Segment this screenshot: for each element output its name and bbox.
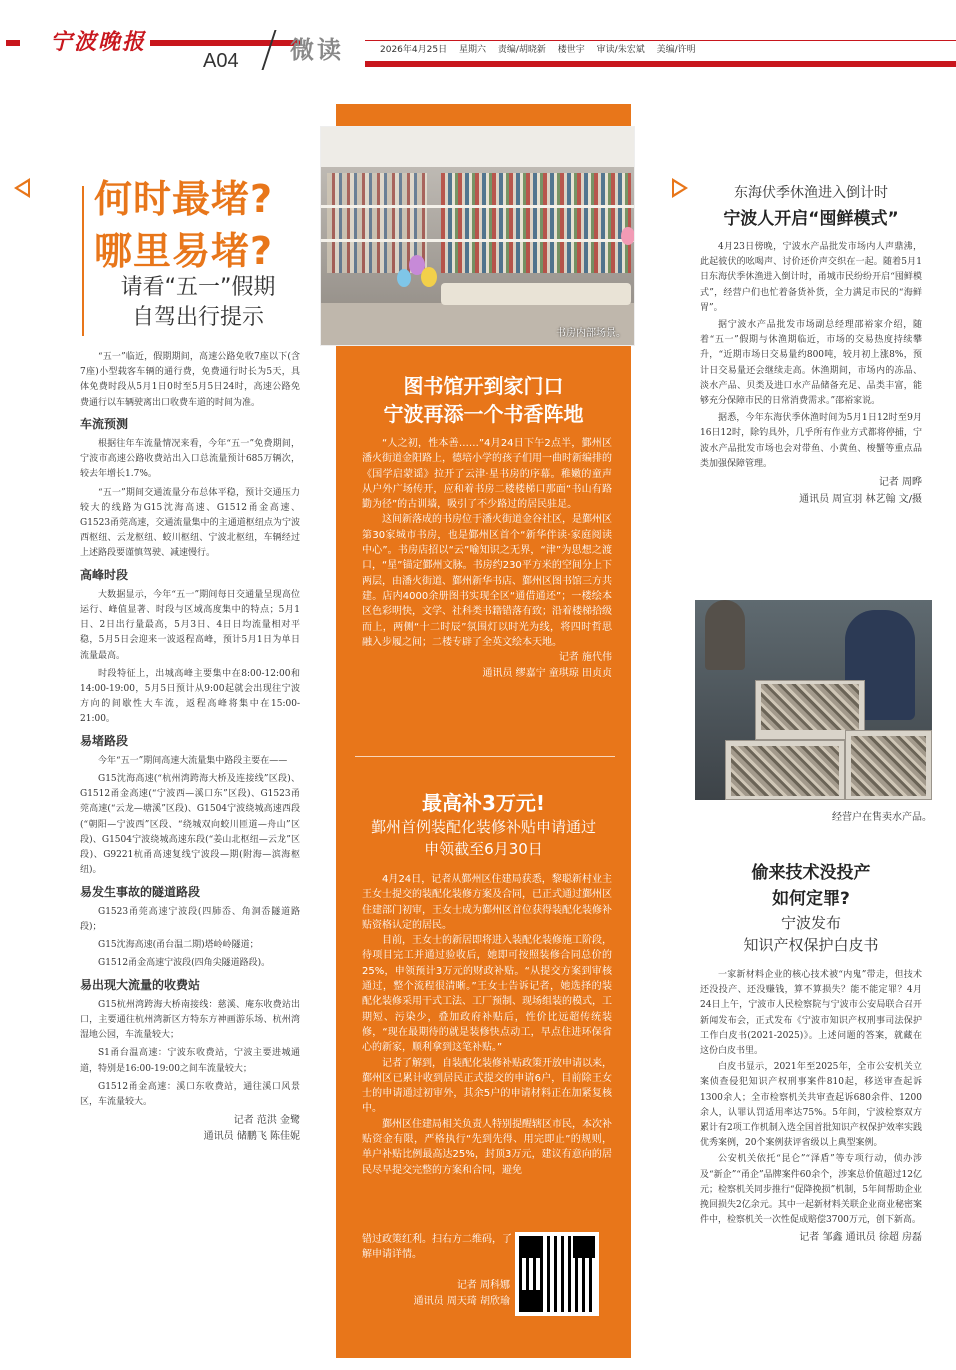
balloon-icon xyxy=(621,227,635,245)
paragraph: G1523甬莞高速宁波段(四肺岙、角洞岙隧道路段)； xyxy=(80,906,300,932)
byline-correspondent: 通讯员 周天琦 胡欣瑜 xyxy=(413,1296,510,1307)
left-article-subtitle-line2: 自驾出行提示 xyxy=(131,305,264,330)
seafood-pile xyxy=(731,746,839,796)
left-headline-arrow-icon xyxy=(14,178,30,198)
bookroom-photo xyxy=(320,126,635,346)
paragraph: G15杭州湾跨海大桥南接线：慈溪、庵东收费站出口，主要通往杭州湾新区方特东方神画游乐场、杭州湾湿地公园，车流量较大； xyxy=(80,999,300,1041)
masthead-thin-rule xyxy=(365,40,956,41)
paragraph: 4月24日，记者从鄞州区住建局获悉，黎聪新村业主王女士提交的装配化装修方案及合同，已正式通过鄞州区住建部门初审，王女士成为鄞州区首位获得装配化装修补贴资格认定的居民。 xyxy=(362,874,612,931)
left-article-title-line1: 何时最堵? xyxy=(94,177,274,221)
paragraph: 这间新落成的书房位于潘火街道金谷社区，是鄞州区第30家城市书房，也是鄞州区首个“新华伴读·家庭阅读中心”。书房店招以“云”喻知识之无界，“津”为思想之渡口，“星”锚定鄞州文脉。书房约230平方米的空间分上下两层，由潘火街道、鄞州新华书店、鄞州区图书馆三方共建。店内4000余册图书实现全区“通借通还”；一楼绘本区色彩明快，文学、社科类书籍错落有致；沿着楼梯拾级而上，两侧“十二时辰”氛围灯以时光为线，将四时哲思融入步履之间；二楼专辟了全英文绘本天地。 xyxy=(362,514,612,648)
paragraph: G1512甬金高速：溪口东收费站，通往溪口风景区，车流量较大。 xyxy=(80,1081,300,1107)
dateline xyxy=(380,42,705,55)
right-article1-body xyxy=(700,240,922,508)
left-article-title-line2: 哪里易堵? xyxy=(94,229,274,273)
masthead xyxy=(0,0,956,74)
middle-article2-body xyxy=(362,872,612,1178)
balloon-icon xyxy=(397,269,411,287)
paragraph: 白皮书显示，2021年至2025年，全市公安机关立案侦查侵犯知识产权刑事案件810起，移送审查起诉1300余人；全市检察机关共审查起诉680余件、1200余人，认罪认罚适用率达75%。5年间，宁波检察双方累计有2项工作机制入选全国首批知识产权保护效率实践优秀案例，20个案例获评省级以上典型案例。 xyxy=(700,1062,922,1149)
byline-correspondent: 通讯员 周宣羽 林艺翰 文/摄 xyxy=(799,494,922,506)
section-name: 微读 xyxy=(290,36,344,64)
masthead-slash-divider xyxy=(262,30,277,70)
seafood-pile xyxy=(761,684,859,730)
paragraph: 根据往年车流量情况来看，今年“五一”免费期间，宁波市高速公路收费站出入口总流量预计685万辆次，较去年增长1.7%。 xyxy=(80,439,300,480)
byline-reporter: 记者 周晔 xyxy=(878,477,922,489)
issue-weekday: 星期六 xyxy=(458,45,486,55)
paragraph: 记者了解到，自装配化装修补贴政策开放申请以来，鄞州区已累计收到居民正式提交的申请6户，目前除王女士的申请通过初审外，其余5户的申请材料正在加紧复核中。 xyxy=(362,1057,612,1115)
newspaper-logo: 宁波晚报 xyxy=(50,29,147,55)
byline: 记者 邹鑫 通讯员 徐超 房磊 xyxy=(799,1232,922,1244)
paragraph: S1甬台温高速：宁波东收费站，宁波主要进城通道，特别是16:00-19:00之间车流量较大； xyxy=(80,1048,300,1074)
paragraph: 公安机关依托“昆仑”“泽盾”等专项行动，侦办涉及“新企”“甬企”品牌案件60余个，涉案总价值超过12亿元；检察机关同步推行“促降挽损”机制，5年间帮助企业挽回损失2亿余元。其中一起新材料关联企业商业秘密案件中，检察机关一次性促成赔偿3700万元，创下新高。 xyxy=(700,1154,922,1226)
paragraph: G15沈海高速(甬台温二期)塔岭岭隧道； xyxy=(98,940,259,951)
section-heading: 易出现大流量的收费站 xyxy=(80,977,201,992)
byline-reporter: 记者 范洪 金鹭 xyxy=(233,1115,300,1127)
qr-instruction: 错过政策红利。扫右方二维码，了解申请详情。 xyxy=(362,1234,512,1261)
customer-figure xyxy=(705,600,745,670)
left-article-subtitle-line1: 请看“五一”假期 xyxy=(120,275,276,300)
paragraph: 4月23日傍晚，宁波水产品批发市场内人声鼎沸，此起彼伏的吆喝声、讨价还价声交织在一起。随着5月1日东海伏季休渔进入倒计时，甬城市民纷纷开启“囤鲜模式”，经营户们也忙着备货补货，全力满足市民的“海鲜胃”。 xyxy=(700,242,922,313)
shelf-line xyxy=(321,239,635,242)
section-heading: 易堵路段 xyxy=(80,733,129,748)
middle-article1-title-line1: 图书馆开到家门口 xyxy=(403,374,564,398)
paragraph: G1512甬金高速宁波段(四角尖隧道路段)。 xyxy=(98,958,271,969)
designer: 美编/许明 xyxy=(656,45,696,55)
right-article2-subtitle-line1: 宁波发布 xyxy=(780,914,841,932)
paragraph: 时段特征上，出城高峰主要集中在8:00-12:00和14:00-19:00，5月5日预计从9:00起就会出现往宁波方向的间歇性大车流，返程高峰将集中在15:00-21:00。 xyxy=(80,668,300,725)
proofreader: 审读/朱宏斌 xyxy=(596,45,645,55)
masthead-red-bar xyxy=(150,40,300,46)
section-heading: 高峰时段 xyxy=(80,567,129,582)
paragraph: “五一”期间交通流量分布总体平稳，预计交通压力较大的线路为G15沈海高速、G1512甬金高速、G1523甬莞高速，交通流量集中的主通道枢纽点为宁波西枢纽、云龙枢纽、蛟川枢纽、宁波北枢纽，车辆经过上述路段要谨慎驾驶、减速慢行。 xyxy=(80,487,300,559)
byline-reporter: 记者 施代伟 xyxy=(558,652,612,664)
middle-article2-byline xyxy=(340,1278,510,1310)
right-article2-title-line1: 偷来技术没投产 xyxy=(751,863,871,883)
issue-date: 2026年4月25日 xyxy=(380,45,448,55)
qr-code-icon[interactable] xyxy=(515,1232,599,1316)
byline-correspondent: 通讯员 缪嘉宁 童琪琼 田贞贞 xyxy=(482,668,612,680)
middle-article1-title-line2: 宁波再添一个书香阵地 xyxy=(383,402,584,426)
editor: 楼世宇 xyxy=(557,45,585,55)
paragraph: 目前，王女士的新居即将进入装配化装修施工阶段，待项目完工并通过验收后，她即可按照装修合同总价的25%，申领预计3万元的财政补贴。“从提交方案到审核通过，整个流程很清晰。”王女士告诉记者，她选择的装配化装修采用干式工法、工厂预制、现场组装的模式，工期短、污染少，叠加政府补贴后，性价比远超传统装修，“现在最期待的就是装修快点动工，早点住进环保省心的新家，顺利拿到这笔补贴。” xyxy=(362,935,612,1054)
middle-article2-subtitle-line1: 鄞州首例装配化装修补贴申请通过 xyxy=(370,818,596,836)
paragraph: 据宁波水产品批发市场副总经理邵裕家介绍，随着“五一”假期与休渔期临近，市场的交易热度持续攀升，“近期市场日交易量约800吨，较月初上涨8%，预计日交易量还会继续走高。休渔期间，市场内的冻品、淡水产品、贝类及进口水产品储备充足、品类丰富，能够充分保障市民的日常消费需求。”邵裕家说。 xyxy=(700,320,922,407)
photo-caption: 书房内部场景。 xyxy=(556,328,626,339)
paragraph: 鄞州区住建局相关负责人特别提醒辖区市民，本次补贴资金有限，严格执行“先到先得、用完即止”的规则，单户补贴比例最高达25%，封顶3万元，建议有意向的居民尽早提交完整的方案和合同，避免 xyxy=(362,1118,612,1176)
divider xyxy=(355,756,615,757)
shelf-line xyxy=(321,205,635,208)
right-article2-subtitle-line2: 知识产权保护白皮书 xyxy=(743,936,879,954)
paragraph: “人之初，性本善……”4月24日下午2点半，鄞州区潘火街道金阳路上，德培小学的孩子们用一曲时新编排的《国学启蒙谣》拉开了云津·星书房的序幕。稚嫩的童声从户外广场传开，应和着书房二楼楼梯口那面“书山有路勤为径”的古训墙，吸引了不少路过的居民驻足。 xyxy=(362,438,612,511)
byline-correspondent: 通讯员 储鹏飞 陈佳妮 xyxy=(203,1131,300,1143)
paragraph: 大数据显示，今年“五一”期间每日交通量呈现高位运行、峰值显著、时段与区域高度集中的特点；5月1日、2日出行量最高，5月3日、4日日均流量相对平稳，5月5日会迎来一波返程高峰，预计5月1日为单日流量最高。 xyxy=(80,589,300,661)
seafood-pile xyxy=(851,736,926,796)
right-article2-title-line2: 如何定罪? xyxy=(772,889,850,909)
middle-article1-body xyxy=(362,436,612,682)
chief-editor: 责编/胡晓新 xyxy=(497,45,546,55)
photo-caption: 经营户在售卖水产品。 xyxy=(832,812,932,823)
paragraph: G15沈海高速(“杭州湾跨海大桥及连接线”区段)、G1512甬金高速(“宁波西—溪口东”区段)、G1523甬莞高速(“云龙—塘溪”区段)、G1504宁波绕城高速西段(“朝阳—宁波西”区段、“绕城双向蛟川匝道—舟山”区段)、G1504宁波绕城高速东段(“姜山北枢纽—云龙”区段)、G9221杭甬高速复线宁波段—期(附海—滨海枢纽)。 xyxy=(80,774,300,876)
qr-code-pattern xyxy=(519,1236,595,1312)
paragraph: 今年“五一”期间高速大流量集中路段主要在—— xyxy=(98,755,288,766)
right-article1-title: 宁波人开启“囤鲜模式” xyxy=(723,209,899,229)
seafood-market-photo xyxy=(695,600,932,800)
left-headline-rule xyxy=(82,186,84,336)
paragraph: 一家新材料企业的核心技术被“内鬼”带走，但技术还没投产、还没赚钱，算不算损失？能不能定罪？4月24日上午，宁波市人民检察院与宁波市公安局联合召开新闻发布会，正式发布《宁波市知识产权刑事司法保护工作白皮书(2021-2025)》。上述问题的答案，就藏在这份白皮书里。 xyxy=(700,970,922,1057)
balloon-icon xyxy=(421,267,437,287)
section-heading: 车流预测 xyxy=(80,416,129,431)
section-heading: 易发生事故的隧道路段 xyxy=(80,884,201,899)
byline-reporter: 记者 周科娜 xyxy=(456,1280,510,1291)
masthead-thick-rule xyxy=(365,61,956,67)
middle-article2-subtitle-line2: 申领截至6月30日 xyxy=(424,840,543,858)
right-article1-kicker: 东海伏季休渔进入倒计时 xyxy=(734,185,888,201)
right-headline-arrow-icon xyxy=(672,178,688,198)
right-article2-body xyxy=(700,968,922,1246)
paragraph: 据悉，今年东海伏季休渔时间为5月1日12时至9月16日12时，除钓具外，几乎所有作业方式都将停捕，宁波水产品批发市场也会对带鱼、小黄鱼、梭蟹等重点品类加强保障管理。 xyxy=(700,413,922,469)
middle-article2-title: 最高补3万元! xyxy=(421,791,546,815)
left-article-intro: “五一”临近，假期期间，高速公路免收7座以下(含7座)小型载客车辆的通行费，免费通行时长为5天，具体免费时段从5月1日0时至5月5日24时，高速公路免费通行以车辆驶离出口收费车道的时间为准。 xyxy=(80,352,300,408)
page-number: A04 xyxy=(203,50,239,72)
masthead-red-bar-left xyxy=(6,40,20,46)
ceiling xyxy=(321,127,635,167)
left-article-body xyxy=(80,350,300,1145)
curved-bench xyxy=(441,283,631,305)
bookshelf-right xyxy=(441,173,631,273)
